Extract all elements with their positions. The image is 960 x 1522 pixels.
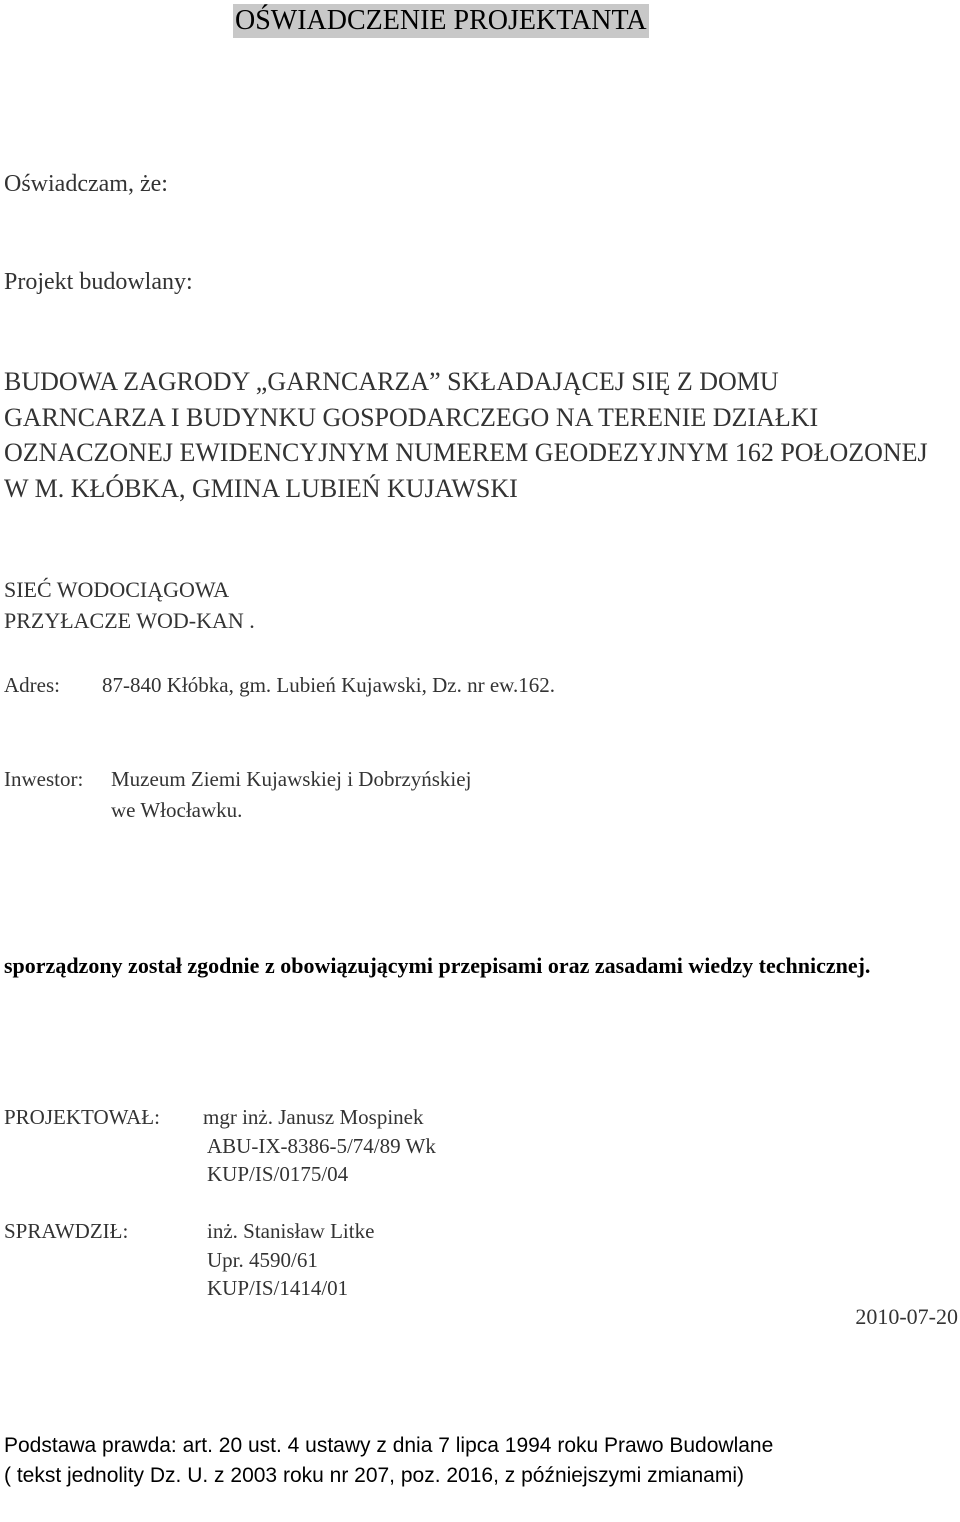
checker-license-1: Upr. 4590/61: [207, 1248, 318, 1272]
project-title: BUDOWA ZAGRODY „GARNCARZA” SKŁADAJĄCEJ SIĘ Z DOMU GARNCARZA I BUDYNKU GOSPODARCZEGO NA TERENIE DZIAŁKI OZNACZONEJ EWIDENCYJNYM NUMEREM GEODEZYJNYM 162 POŁOZONEJ W M. KŁÓBKA, GMINA LUBIEŃ KUJAWSKI: [4, 367, 928, 503]
checker-name: inż. Stanisław Litke: [207, 1219, 375, 1243]
checker-label: SPRAWDZIŁ:: [4, 1219, 129, 1243]
designer-label: PROJEKTOWAŁ:: [4, 1105, 160, 1129]
intro-text: Oświadczam, że:: [4, 171, 168, 197]
checker-license-2: KUP/IS/1414/01: [207, 1276, 349, 1300]
scope-item-water: SIEĆ WODOCIĄGOWA: [4, 577, 230, 602]
legal-basis-line-1: Podstawa prawda: art. 20 ust. 4 ustawy z dnia 7 lipca 1994 roku Prawo Budowlane: [4, 1434, 774, 1457]
compliance-statement: sporządzony został zgodnie z obowiązującymi przepisami oraz zasadami wiedzy technicznej.: [4, 953, 871, 978]
document-date: 2010-07-20: [855, 1304, 958, 1329]
designer-name: mgr inż. Janusz Mospinek: [203, 1105, 424, 1129]
investor-label: Inwestor:: [4, 767, 84, 791]
designer-license-1: ABU-IX-8386-5/74/89 Wk: [207, 1134, 436, 1158]
legal-basis-line-2: ( tekst jednolity Dz. U. z 2003 roku nr 207, poz. 2016, z późniejszymi zmianami): [4, 1464, 744, 1487]
document-title: OŚWIADCZENIE PROJEKTANTA: [235, 5, 647, 36]
address-value: 87-840 Kłóbka, gm. Lubień Kujawski, Dz. nr ew.162.: [102, 673, 555, 697]
investor-name: Muzeum Ziemi Kujawskiej i Dobrzyńskiej: [111, 767, 472, 791]
scope-item-connections: PRZYŁACZE WOD-KAN .: [4, 608, 255, 633]
address-label: Adres:: [4, 673, 60, 697]
investor-city: we Włocławku.: [111, 798, 243, 822]
project-label: Projekt budowlany:: [4, 269, 193, 295]
designer-license-2: KUP/IS/0175/04: [207, 1162, 349, 1186]
